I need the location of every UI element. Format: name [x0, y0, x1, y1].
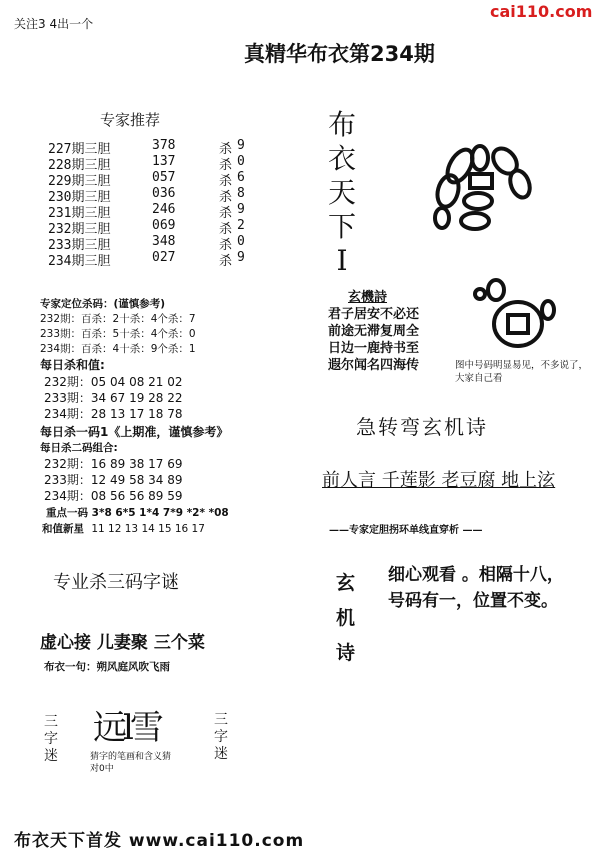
professional-riddle-title: 专业杀三码字谜 [53, 572, 179, 593]
xuanji-vertical-title [336, 566, 355, 671]
kill-cell: 9 [237, 138, 245, 153]
riddle-glyph: 远l雪 [93, 708, 160, 748]
daily-sum-row: 234期：28 13 17 18 78 [44, 407, 183, 421]
period-cell: 228期三胆 [48, 158, 111, 173]
key-number-line: 重点一码 3*8 6*5 1*4 7*9 *2* *08 [46, 507, 229, 519]
sum-new-values: 11 12 13 14 15 16 17 [91, 523, 205, 535]
position-kill-row: 233期：百杀：5十杀：4个杀：0 [40, 328, 196, 340]
kill-cell: 2 [237, 218, 245, 233]
daily-one-row: 234期：08 56 56 89 59 [44, 489, 183, 503]
site-logo [490, 2, 592, 21]
kill-cell: 9 [237, 250, 245, 265]
glyph-note-line: 对0中 [90, 764, 114, 774]
numbers-cell: 069 [152, 218, 176, 233]
kill-label: 杀 [219, 206, 233, 221]
buyi-vertical-title [328, 108, 356, 278]
vertical-char: 三 [214, 712, 228, 728]
daily-one-row: 232期：16 89 38 17 69 [44, 457, 183, 471]
chain-sketch-illustration [420, 136, 540, 246]
kill-label: 杀 [219, 158, 233, 173]
poem-line: 日边一鹿持书至 [328, 341, 420, 356]
analysis-line: ——专家定胆拐环单线直穿析 —— [329, 525, 483, 536]
logo-text: cai110.com [490, 2, 593, 21]
numbers-cell: 036 [152, 186, 176, 201]
poem-line: 君子居安不必还 [328, 307, 420, 322]
top-note: 关注3 4出一个 [14, 17, 94, 31]
position-kill-row: 232期：百杀：2十杀：4个杀：7 [40, 313, 196, 325]
vertical-char: 诗 [336, 642, 356, 664]
vertical-char: 字 [214, 729, 228, 745]
kill-label: 杀 [219, 142, 233, 157]
urgent-turn-title: 急转弯玄机诗 [356, 415, 488, 439]
period-cell: 233期三胆 [48, 238, 111, 253]
vertical-char: 迷 [44, 748, 58, 764]
table-row [48, 250, 245, 269]
glyph-note-line: 猜字的笔画和含义猜 [90, 752, 172, 762]
period-cell: 232期三胆 [48, 222, 111, 237]
daily-sum-row: 233期：34 67 19 28 22 [44, 391, 183, 405]
page-title: 真精华布衣第234期 [244, 42, 435, 66]
poem-title: 玄機詩 [348, 290, 388, 305]
kill-label: 杀 [219, 254, 233, 269]
numbers-cell: 057 [152, 170, 176, 185]
poem-line: 遐尔闻名四海传 [328, 358, 420, 373]
numbers-cell: 027 [152, 250, 176, 265]
daily-sum-title: 每日杀和值: [40, 358, 105, 372]
coin-sketch-illustration [468, 272, 568, 357]
numbers-cell: 246 [152, 202, 176, 217]
period-cell: 229期三胆 [48, 174, 111, 189]
position-kill-row: 234期：百杀：4十杀：9个杀：1 [40, 343, 196, 355]
numbers-cell: 137 [152, 154, 176, 169]
numbers-cell: 348 [152, 234, 176, 249]
kill-cell: 0 [237, 154, 245, 169]
footer-text: 布衣天下首发 www.cai110.com [14, 831, 305, 851]
daily-one-title: 每日杀一码1《上期准，谨慎参考》 [40, 425, 229, 439]
numbers-cell: 378 [152, 138, 176, 153]
hint-text: 图中号码明显易见，不多说了，大家自己看 [455, 360, 589, 384]
vertical-char: 字 [44, 731, 58, 747]
poem-line: 前途无滞复周全 [328, 324, 420, 339]
kill-cell: 8 [237, 186, 245, 201]
period-cell: 231期三胆 [48, 206, 111, 221]
kill-label: 杀 [219, 174, 233, 189]
sum-new-label: 和值新星 [42, 523, 84, 535]
period-cell: 234期三胆 [48, 254, 111, 269]
vertical-char: 布 [328, 108, 357, 141]
kill-cell: 9 [237, 202, 245, 217]
period-cell: 227期三胆 [48, 142, 111, 157]
vertical-char: 迷 [214, 746, 228, 762]
daily-sum-row: 232期：05 04 08 21 02 [44, 375, 183, 389]
daily-one-subtitle: 每日杀二码组合: [40, 442, 118, 454]
vertical-char: I [336, 244, 348, 277]
three-char-riddle-label [44, 714, 58, 765]
kill-label: 杀 [219, 222, 233, 237]
vertical-char: 机 [336, 607, 356, 629]
kill-cell: 0 [237, 234, 245, 249]
vertical-char: 天 [328, 176, 357, 209]
period-cell: 230期三胆 [48, 190, 111, 205]
clue-line: 细心观看 。相隔十八， [388, 565, 564, 585]
riddle-words: 虚心接 儿妻聚 三个菜 [40, 633, 205, 653]
kill-label: 杀 [219, 238, 233, 253]
clue-line: 号码有一，位置不变。 [388, 591, 558, 611]
vertical-char: 玄 [336, 572, 356, 594]
daily-one-row: 233期：12 49 58 34 89 [44, 473, 183, 487]
vertical-char: 下 [328, 210, 357, 243]
kill-label: 杀 [219, 190, 233, 205]
vertical-char: 三 [44, 714, 58, 730]
sum-new-line [42, 521, 205, 536]
three-char-riddle-label [214, 712, 228, 763]
glyph-note [90, 751, 171, 775]
buyi-sentence: 布衣一句：朔风庭风吹飞雨 [44, 661, 170, 673]
riddle-phrases: 前人言 千莲影 老豆腐 地上泫 [322, 470, 556, 491]
vertical-char: 衣 [328, 142, 357, 175]
kill-cell: 6 [237, 170, 245, 185]
position-kill-title: 专家定位杀码：(谨慎参考) [40, 298, 166, 310]
expert-recommend-title: 专家推荐 [100, 111, 161, 129]
